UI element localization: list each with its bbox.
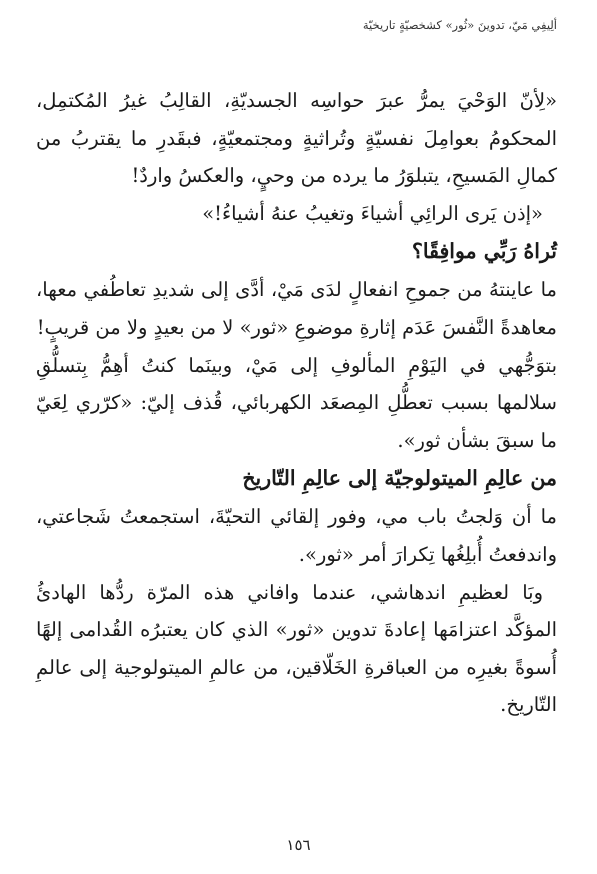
section-heading-mythology-history: من عالِمِ الميتولوجيّة إلى عالِمِ التّاريخ xyxy=(242,466,557,491)
paragraph-courage: ما أن وَلجتُ باب مي، وفور إلقائي التحيّةَ، استجمعتُ شَجاعتي، واندفعتُ أُبلِغُها تِكرارَ أمر «ثور». xyxy=(36,505,557,566)
paragraph-empathy: ما عاينتهُ من جموحِ انفعالٍ لدَى مَيْ، أدَّى إلى شديدِ تعاطُفي معها، معاهدةً النَّفسَ عَدَم إثارةِ موضوعِ «ثور» لا من بعيدٍ ولا من قريبٍ! xyxy=(36,278,557,339)
section-heading-agreement: تُراهُ رَبِّي موافِقًا؟ xyxy=(412,239,557,264)
page-body xyxy=(36,82,557,724)
paragraph-quote-seer: «إذن يَرى الرائِي أشياءَ وتغيبُ عنهُ أشياءُ!» xyxy=(202,201,543,225)
paragraph-astonishment: وبَا لعظيمِ اندهاشي، عندما وافاني هذه المرّة ردُّها الهادئُ المؤكَّد اعتزامَها إعادةَ تدوين «ثور» الذي كان يعتبرُه القُدامى إلهًا أُسوةً بغيرِه من العباقرةِ الخَلّاقين، من عالمِ الميتولوجية إلى عالمِ التّاريخ. xyxy=(36,580,557,717)
paragraph-stairs: بتوَجُّهي في اليَوْمِ المألوفِ إلى مَيْ، وبينَما كنتُ أهِمُّ بِتسلُّقِ سلالمها بسبب تعطُّلِ المِصعَد الكهربائي، قُذف إليّ: «كرّري لِعَيّ ما سبقَ بشأن ثور». xyxy=(36,353,557,452)
paragraph-quote-revelation: «لِأنّ الوَحْيَ يمرُّ عبرَ حواسِه الجسديّةِ، القالِبُ غيرُ المُكتمِل، المحكومُ بعوامِلَ نفسيّةٍ وتُراثيةٍ ومجتمعيّةٍ، فبقَدرِ ما يقتربُ من كمالِ المَسيحِ، يتبلوَرُ ما يرده من وحيٍ، والعكسُ واردٌ! xyxy=(36,89,557,188)
page-number: ١٥٦ xyxy=(286,836,311,854)
running-header: ألِيفِي مَيّ، تدوينَ «ثُور» كشخصيّةٍ تاريخيّة xyxy=(362,18,557,32)
